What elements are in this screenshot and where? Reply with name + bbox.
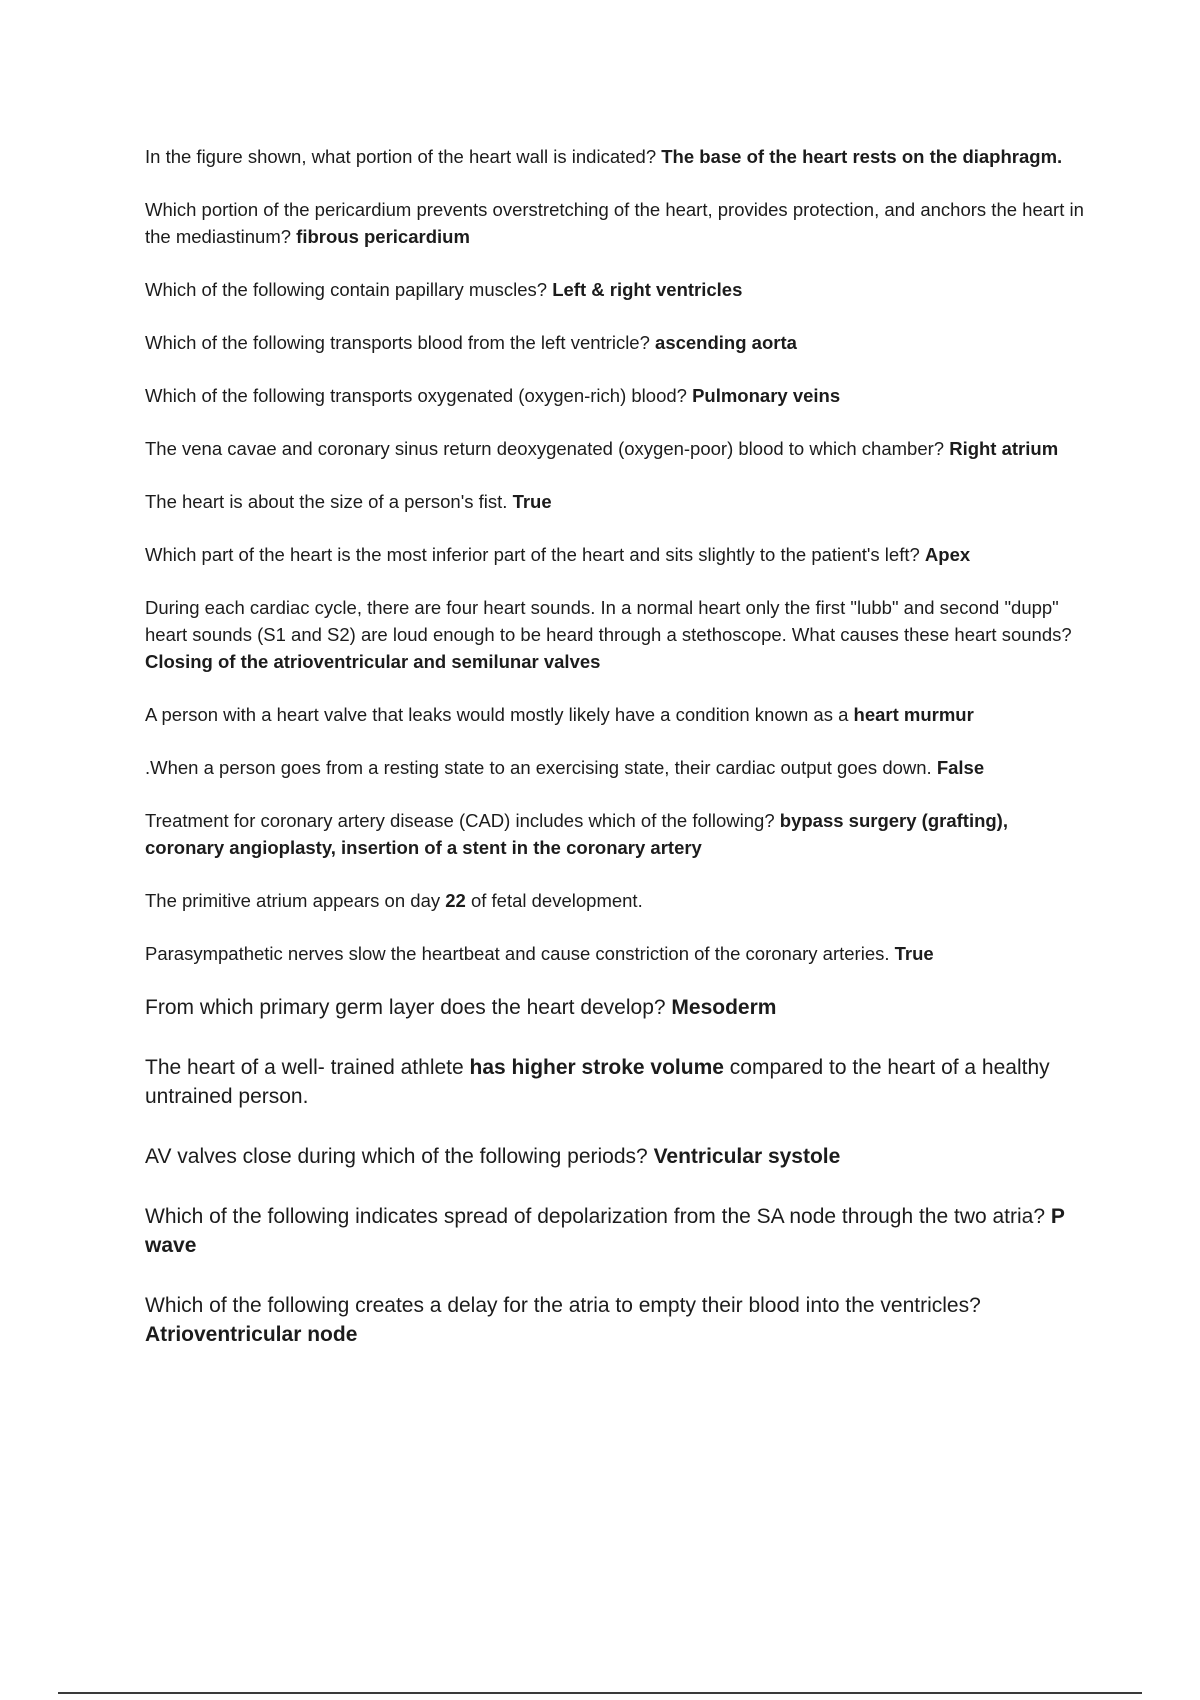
answer-text: bypass surgery (grafting), coronary angioplasty, insertion of a stent in the coronary artery <box>145 810 1008 858</box>
answer-text: Left & right ventricles <box>552 279 743 300</box>
answer-text: False <box>936 757 985 778</box>
qa-item <box>145 1202 1090 1260</box>
qa-item <box>145 276 1090 303</box>
answer-text: ascending aorta <box>655 332 797 353</box>
answer-text: True <box>894 943 934 964</box>
question-text: In the figure shown, what portion of the heart wall is indicated? <box>145 146 662 167</box>
qa-item <box>145 329 1090 356</box>
qa-item <box>145 754 1090 781</box>
answer-text: Atrioventricular node <box>145 1323 358 1346</box>
question-text-tail: of fetal development. <box>465 890 643 911</box>
answer-text: Apex <box>924 544 971 565</box>
question-text: Which of the following indicates spread of depolarization from the SA node through the two atria? <box>145 1205 1051 1228</box>
footer-divider <box>58 1692 1142 1694</box>
answer-text: Pulmonary veins <box>692 385 841 406</box>
answer-text: heart murmur <box>853 704 974 725</box>
qa-item <box>145 701 1090 728</box>
question-text: During each cardiac cycle, there are four heart sounds. In a normal heart only the first "lubb" and second "dupp" heart sounds (S1 and S2) are loud enough to be heard through a stethoscope. What causes these heart sounds? <box>145 597 1072 645</box>
qa-item <box>145 488 1090 515</box>
answer-text: Ventricular systole <box>653 1145 841 1168</box>
answer-text: fibrous pericardium <box>296 226 470 247</box>
question-text: Which of the following creates a delay for the atria to empty their blood into the ventricles? <box>145 1294 981 1317</box>
answer-text: True <box>512 491 552 512</box>
answer-text: has higher stroke volume <box>469 1056 724 1079</box>
qa-item <box>145 143 1090 170</box>
answer-text: The base of the heart rests on the diaphragm. <box>661 146 1063 167</box>
question-text: Which portion of the pericardium prevents overstretching of the heart, provides protection, and anchors the heart in the mediastinum? <box>145 199 1084 247</box>
qa-item <box>145 382 1090 409</box>
question-text: Which of the following transports blood from the left ventricle? <box>145 332 656 353</box>
qa-item <box>145 807 1090 861</box>
question-text: A person with a heart valve that leaks would mostly likely have a condition known as a <box>145 704 854 725</box>
qa-item <box>145 594 1090 675</box>
question-text: Which of the following transports oxygenated (oxygen-rich) blood? <box>145 385 693 406</box>
question-text: The vena cavae and coronary sinus return deoxygenated (oxygen-poor) blood to which chamber? <box>145 438 950 459</box>
answer-text: P wave <box>145 1205 1065 1257</box>
question-text: Parasympathetic nerves slow the heartbeat and cause constriction of the coronary arteries. <box>145 943 895 964</box>
answer-text: Right atrium <box>949 438 1059 459</box>
qa-item <box>145 1291 1090 1349</box>
qa-item <box>145 1053 1090 1111</box>
question-text: Which of the following contain papillary muscles? <box>145 279 553 300</box>
qa-item <box>145 940 1090 967</box>
question-text: Treatment for coronary artery disease (CAD) includes which of the following? <box>145 810 780 831</box>
qa-item <box>145 196 1090 250</box>
qa-item <box>145 435 1090 462</box>
question-text: The heart of a well- trained athlete <box>145 1056 470 1079</box>
answer-text: Mesoderm <box>671 996 777 1019</box>
question-text: The primitive atrium appears on day <box>145 890 446 911</box>
question-text: .When a person goes from a resting state to an exercising state, their cardiac output goes down. <box>145 757 937 778</box>
qa-item <box>145 1142 1090 1171</box>
question-text: The heart is about the size of a person's fist. <box>145 491 513 512</box>
question-text: Which part of the heart is the most inferior part of the heart and sits slightly to the patient's left? <box>145 544 925 565</box>
question-text: AV valves close during which of the following periods? <box>145 1145 654 1168</box>
answer-text: Closing of the atrioventricular and semilunar valves <box>145 651 601 672</box>
qa-item <box>145 541 1090 568</box>
qa-item <box>145 993 1090 1022</box>
answer-text: 22 <box>445 890 466 911</box>
question-text-tail: compared to the heart of a healthy untrained person. <box>145 1056 1050 1108</box>
question-text: From which primary germ layer does the heart develop? <box>145 996 672 1019</box>
qa-item <box>145 887 1090 914</box>
question-list <box>145 143 1090 1349</box>
